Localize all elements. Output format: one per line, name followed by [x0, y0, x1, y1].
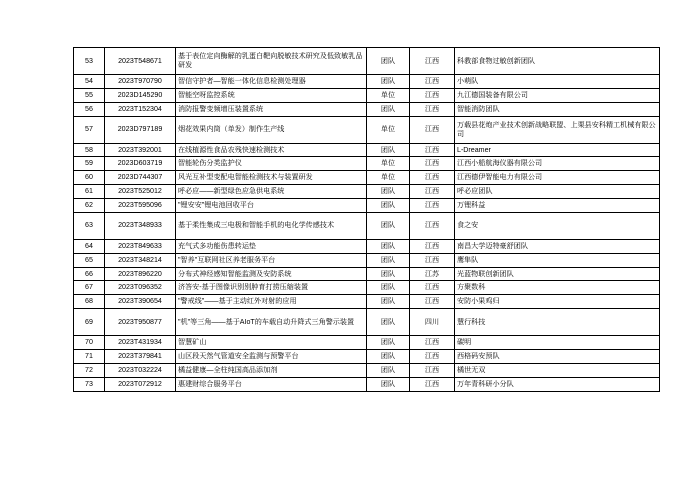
cell-name: "锂安安"锂电池回收平台: [176, 199, 367, 213]
cell-province: 江西: [410, 75, 455, 89]
cell-no: 55: [74, 88, 105, 102]
cell-code: 2023T392001: [105, 143, 176, 157]
cell-name: 消防报警变频增压装置系统: [176, 102, 367, 116]
table-row: [74, 363, 660, 377]
cell-unit: 碳明: [455, 336, 660, 350]
cell-type: 单位: [367, 88, 410, 102]
cell-code: 2023T950877: [105, 309, 176, 336]
table-row: [74, 199, 660, 213]
cell-no: 59: [74, 157, 105, 171]
table-row: [74, 116, 660, 143]
cell-unit: 万年青科研小分队: [455, 377, 660, 391]
cell-no: 53: [74, 48, 105, 75]
cell-unit: 小萌队: [455, 75, 660, 89]
table-row: [74, 75, 660, 89]
cell-province: 江西: [410, 116, 455, 143]
cell-no: 62: [74, 199, 105, 213]
cell-province: 四川: [410, 309, 455, 336]
cell-province: 江西: [410, 185, 455, 199]
table-row: [74, 88, 660, 102]
cell-province: 江西: [410, 88, 455, 102]
table-row: [74, 336, 660, 350]
cell-code: 2023T379841: [105, 350, 176, 364]
cell-name: 风光互补型变配电智能检测技术与装置研发: [176, 171, 367, 185]
cell-code: 2023T525012: [105, 185, 176, 199]
cell-unit: 万锂科益: [455, 199, 660, 213]
table-row: [74, 239, 660, 253]
cell-type: 团队: [367, 199, 410, 213]
table-body: [74, 48, 660, 392]
cell-unit: 光蓝物联创新团队: [455, 267, 660, 281]
cell-unit: 科教部食物过敏创新团队: [455, 48, 660, 75]
cell-unit: 慧行科技: [455, 309, 660, 336]
cell-type: 团队: [367, 295, 410, 309]
cell-province: 江西: [410, 363, 455, 377]
cell-no: 72: [74, 363, 105, 377]
cell-type: 团队: [367, 350, 410, 364]
cell-no: 68: [74, 295, 105, 309]
cell-name: "警戒线"——基于主动红外对射的应用: [176, 295, 367, 309]
cell-code: 2023T032224: [105, 363, 176, 377]
table-row: [74, 143, 660, 157]
table-row: [74, 48, 660, 75]
cell-type: 单位: [367, 157, 410, 171]
table-row: [74, 253, 660, 267]
cell-code: 2023T072912: [105, 377, 176, 391]
cell-name: 呼必应——新型绿色应急供电系统: [176, 185, 367, 199]
cell-no: 60: [74, 171, 105, 185]
table-container: [73, 47, 656, 392]
table-row: [74, 267, 660, 281]
cell-unit: 橘世无双: [455, 363, 660, 377]
cell-type: 团队: [367, 281, 410, 295]
cell-code: 2023T970790: [105, 75, 176, 89]
cell-code: 2023D797189: [105, 116, 176, 143]
cell-name: 智慧矿山: [176, 336, 367, 350]
cell-no: 65: [74, 253, 105, 267]
cell-no: 64: [74, 239, 105, 253]
cell-unit: 呼必应团队: [455, 185, 660, 199]
cell-name: 分布式神经感知智能监测及安防系统: [176, 267, 367, 281]
cell-type: 团队: [367, 212, 410, 239]
cell-province: 江西: [410, 199, 455, 213]
cell-province: 江苏: [410, 267, 455, 281]
cell-code: 2023T431934: [105, 336, 176, 350]
cell-name: 智能轮伤分类监护仪: [176, 157, 367, 171]
cell-unit: 食之安: [455, 212, 660, 239]
cell-province: 江西: [410, 377, 455, 391]
cell-province: 江西: [410, 295, 455, 309]
cell-code: 2023T152304: [105, 102, 176, 116]
cell-name: 基于表位定向酶解的乳蛋白靶向脱敏技术研究及低致敏乳品研发: [176, 48, 367, 75]
cell-name: 基于柔性集成三电极和智能手机的电化学传感技术: [176, 212, 367, 239]
cell-type: 团队: [367, 48, 410, 75]
cell-code: 2023T595096: [105, 199, 176, 213]
cell-type: 团队: [367, 185, 410, 199]
cell-type: 团队: [367, 309, 410, 336]
cell-name: 智能空呀监控系统: [176, 88, 367, 102]
cell-no: 69: [74, 309, 105, 336]
cell-code: 2023T348214: [105, 253, 176, 267]
cell-name: 烟花效果内筒（单发）制作生产线: [176, 116, 367, 143]
cell-no: 54: [74, 75, 105, 89]
cell-province: 江西: [410, 157, 455, 171]
table-row: [74, 377, 660, 391]
cell-code: 2023T348933: [105, 212, 176, 239]
cell-no: 66: [74, 267, 105, 281]
cell-name: 山区段天然气管道安全监测与预警平台: [176, 350, 367, 364]
cell-type: 团队: [367, 336, 410, 350]
cell-name: "智养"互联网社区养老服务平台: [176, 253, 367, 267]
cell-province: 江西: [410, 281, 455, 295]
table-row: [74, 309, 660, 336]
cell-code: 2023D145290: [105, 88, 176, 102]
table-row: [74, 171, 660, 185]
cell-province: 江西: [410, 48, 455, 75]
cell-unit: 九江德国装备有限公司: [455, 88, 660, 102]
cell-code: 2023T896220: [105, 267, 176, 281]
cell-unit: 江西小船航海仪器有限公司: [455, 157, 660, 171]
cell-type: 团队: [367, 253, 410, 267]
cell-unit: 南昌大学迈特豪舒团队: [455, 239, 660, 253]
cell-unit: 江西德伊智能电力有限公司: [455, 171, 660, 185]
cell-unit: 鹰隼队: [455, 253, 660, 267]
cell-type: 团队: [367, 377, 410, 391]
cell-name: 济答安-基于图像识别别肿育打捞压缩装置: [176, 281, 367, 295]
cell-province: 江西: [410, 171, 455, 185]
cell-unit: 安防小果鸡归: [455, 295, 660, 309]
cell-code: 2023T849633: [105, 239, 176, 253]
cell-code: 2023T548671: [105, 48, 176, 75]
cell-no: 70: [74, 336, 105, 350]
cell-type: 团队: [367, 75, 410, 89]
cell-unit: 西格码安预队: [455, 350, 660, 364]
cell-unit: 智能消防团队: [455, 102, 660, 116]
cell-no: 71: [74, 350, 105, 364]
table-row: [74, 295, 660, 309]
cell-type: 团队: [367, 363, 410, 377]
cell-province: 江西: [410, 350, 455, 364]
cell-type: 单位: [367, 116, 410, 143]
table-row: [74, 281, 660, 295]
cell-no: 58: [74, 143, 105, 157]
cell-province: 江西: [410, 253, 455, 267]
cell-code: 2023D744307: [105, 171, 176, 185]
projects-table: [73, 47, 660, 392]
cell-province: 江西: [410, 239, 455, 253]
cell-name: 充气式多功能伤患转运垫: [176, 239, 367, 253]
cell-province: 江西: [410, 212, 455, 239]
cell-code: 2023T096352: [105, 281, 176, 295]
cell-type: 团队: [367, 239, 410, 253]
cell-no: 61: [74, 185, 105, 199]
cell-code: 2023D603719: [105, 157, 176, 171]
cell-name: "机"等三角——基于AIoT的车载自动升降式三角警示装置: [176, 309, 367, 336]
cell-unit: L-Dreamer: [455, 143, 660, 157]
cell-name: 智信守护者—智能一体化信息检测处理器: [176, 75, 367, 89]
cell-province: 江西: [410, 336, 455, 350]
cell-no: 67: [74, 281, 105, 295]
cell-type: 团队: [367, 102, 410, 116]
cell-name: 在线植源性食品农残快速检测技术: [176, 143, 367, 157]
cell-no: 63: [74, 212, 105, 239]
cell-unit: 方聚数科: [455, 281, 660, 295]
cell-name: 橘益健康—全柱纯国高品添加剂: [176, 363, 367, 377]
cell-type: 团队: [367, 267, 410, 281]
table-row: [74, 102, 660, 116]
table-row: [74, 157, 660, 171]
cell-no: 73: [74, 377, 105, 391]
cell-type: 单位: [367, 171, 410, 185]
cell-code: 2023T390654: [105, 295, 176, 309]
cell-no: 57: [74, 116, 105, 143]
table-row: [74, 212, 660, 239]
cell-province: 江西: [410, 143, 455, 157]
cell-province: 江西: [410, 102, 455, 116]
cell-name: 惠建财综合服务平台: [176, 377, 367, 391]
table-row: [74, 185, 660, 199]
cell-no: 56: [74, 102, 105, 116]
cell-unit: 万载县花炮产业技术创新战略联盟、上栗县安科精工机械有限公司: [455, 116, 660, 143]
cell-type: 团队: [367, 143, 410, 157]
table-row: [74, 350, 660, 364]
